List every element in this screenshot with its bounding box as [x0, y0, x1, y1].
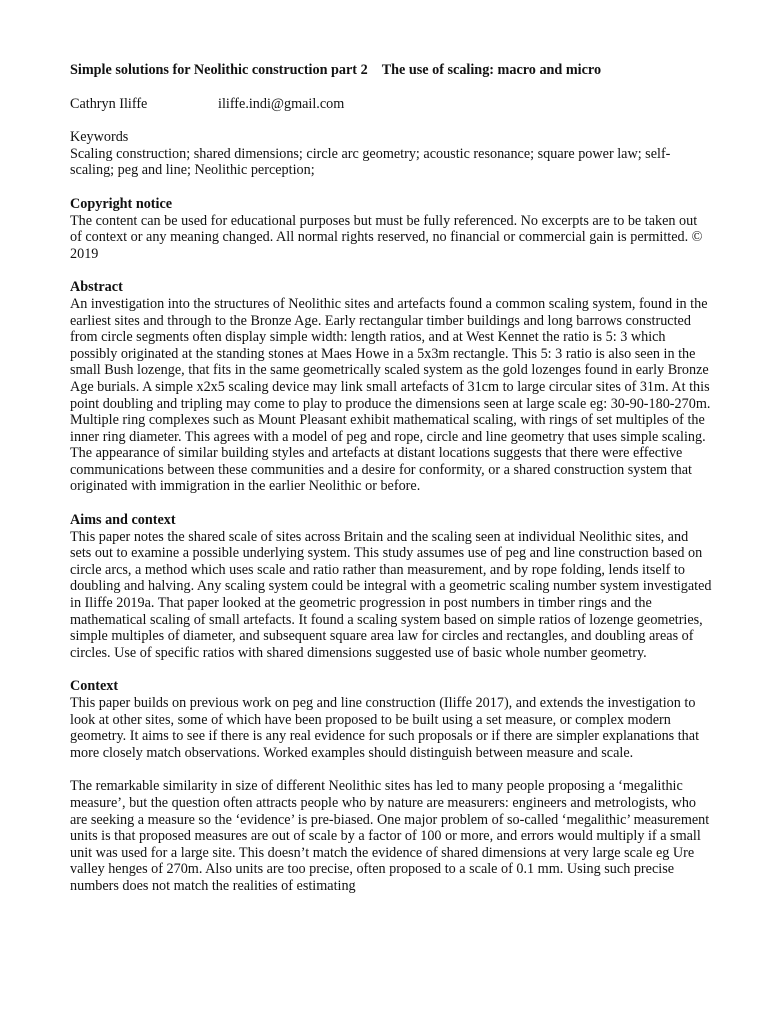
keywords-heading: Keywords	[70, 129, 129, 146]
abstract-heading: Abstract	[70, 279, 123, 296]
copyright-heading: Copyright notice	[70, 195, 173, 212]
aims-text: This paper notes the shared scale of sites across Britain and the scaling seen at individual Neolithic sites, and sets out to examine a possible underlying system. This study assumes use of peg and line construction based on circle arcs, a method which uses scale and ratio rather than measurement, and by rope folding, lends itself to doubling and halving. Any scaling system could be integral with a geometric scaling number system investigated in Iliffe 2019a. That paper looked at the geometric progression in post numbers in timber rings and the mathematical scaling of small artefacts. It found a scaling system based on simple ratios of lozenge geometries, simple multiples of diameter, and subsequent square area law for circles and rectangles, and doubling areas of circles. Use of specific ratios with shared dimensions suggested use of basic whole number geometry.	[70, 528, 712, 661]
paper-title	[70, 62, 712, 79]
author-email: iliffe.indi@gmail.com	[218, 95, 345, 112]
author-name: Cathryn Iliffe	[70, 95, 148, 112]
title-part-2: The use of scaling: macro and micro	[381, 62, 602, 78]
context-paragraph-2: The remarkable similarity in size of different Neolithic sites has led to many people proposing a ‘megalithic measure’, but the question often attracts people who by nature are measurers: engineers and metrologists, who are seeking a measure so the ‘evidence’ is pre-biased. One major problem of so-called ‘megalithic’ measurement units is that proposed measures are out of scale by a factor of 100 or more, and errors would multiply if a small unit was used for a large site. This doesn’t match the evidence of shared dimensions at very large scale eg Ure valley henges of 270m. Also units are too precise, often proposed to a scale of 0.1 mm. Using such precise numbers does not match the realities of estimating	[70, 778, 710, 894]
title-part-1: Simple solutions for Neolithic construction part 2	[70, 62, 368, 78]
copyright-text: The content can be used for educational purposes but must be fully referenced. No excerpts are to be taken out of context or any meaning changed. All normal rights reserved, no financial or commercial gain is permitted. © 2019	[70, 212, 703, 262]
abstract-text: An investigation into the structures of Neolithic sites and artefacts found a common scaling system, found in the earliest sites and through to the Bronze Age. Early rectangular timber buildings and long barrows constructed from circle segments often display simple width: length ratios, and at West Kennet the ratio is 5: 3 which possibly originated at the standing stones at Maes Howe in a 5x3m rectangle. This 5: 3 ratio is also seen in the small Bush lozenge, that fits in the same geometrically scaled system as the gold lozenges found in early Bronze Age burials. A simple x2x5 scaling device may link small artefacts of 31cm to large circular sites of 31m. At this point doubling and tripling may come to play to produce the dimensions seen at large scale eg: 30-90-180-270m. Multiple ring complexes such as Mount Pleasant exhibit mathematical scaling, with rings of set multiples of the inner ring diameter. This agrees with a model of peg and rope, circle and line geometry that uses simple scaling. The appearance of similar building styles and artefacts at distant locations suggests that there were effective communications between these communities and a desire for conformity, or a shared construction system that originated with immigration in the earlier Neolithic or before.	[70, 295, 711, 495]
keywords-text: Scaling construction; shared dimensions; circle arc geometry; acoustic resonance; square power law; self-scaling; peg and line; Neolithic perception;	[70, 145, 671, 179]
context-paragraph-1: This paper builds on previous work on peg and line construction (Iliffe 2017), and extends the investigation to look at other sites, some of which have been proposed to be built using a set measure, or complex modern geometry. It aims to see if there is any real evidence for such proposals or if there are simpler explanations that more closely match observations. Worked examples should distinguish between measure and scale.	[70, 695, 700, 761]
context-heading: Context	[70, 678, 119, 695]
aims-heading: Aims and context	[70, 512, 176, 529]
paper-page	[70, 62, 712, 895]
author-line	[70, 96, 712, 113]
